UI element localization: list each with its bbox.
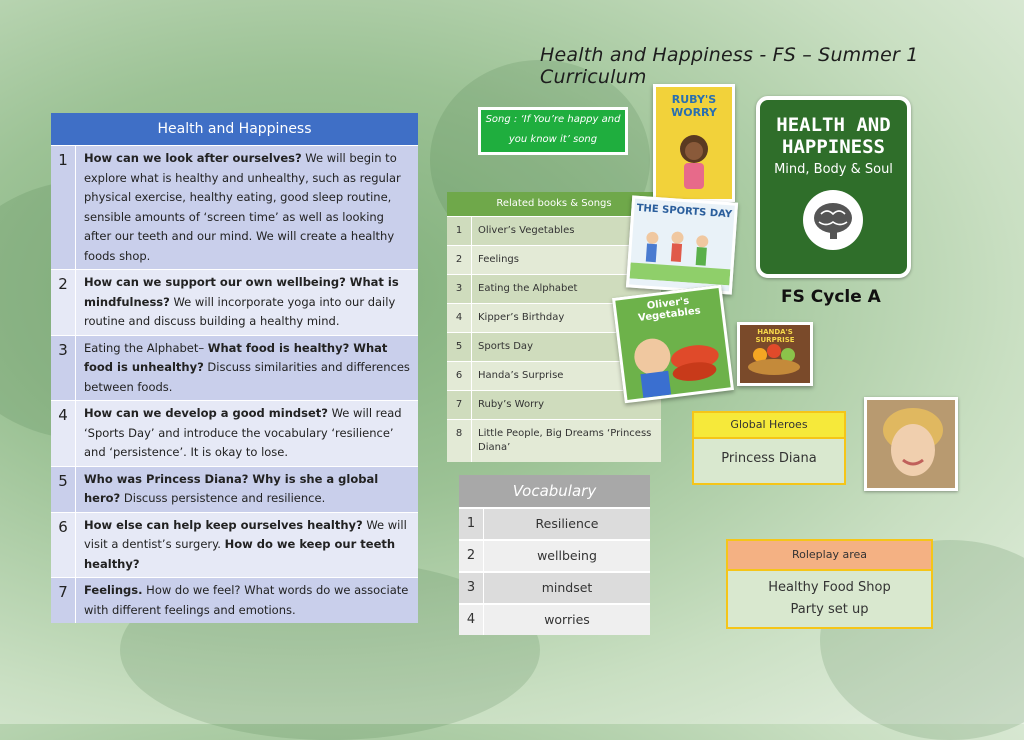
logo-subtitle: Mind, Body & Soul: [774, 162, 893, 177]
book-title: Oliver’s Vegetables: [471, 217, 661, 245]
book-number: 2: [455, 254, 463, 265]
row-number: 6: [58, 517, 68, 536]
brain-icon: [803, 190, 863, 250]
book-number: 5: [455, 341, 463, 352]
book-title: Kipper’s Birthday: [471, 304, 661, 332]
girl-illustration-icon: [656, 127, 732, 197]
fruit-basket-icon: [740, 339, 810, 383]
roleplay-item: Party set up: [790, 602, 869, 617]
row-text: [75, 270, 418, 335]
health-happiness-logo: [756, 96, 911, 278]
vocabulary-number: 4: [466, 612, 476, 627]
book-number: 3: [455, 283, 463, 294]
row-description: Discuss similarities and differences between foods.: [84, 360, 410, 394]
row-description: We will begin to explore what is healthy and unhealthy, such as regular physical exercise, healthy eating, good sleep routine, sensible amounts of ‘screen time’ as well as looking after our teeth and our mind. We will create a healthy foods shop.: [84, 151, 401, 263]
curriculum-row: [51, 512, 418, 578]
related-books-heading: Related books & Songs: [447, 192, 661, 216]
global-hero-name: Princess Diana: [694, 439, 844, 483]
song-box: [478, 107, 628, 155]
cover-title: HANDA'S SURPRISE: [755, 328, 795, 344]
curriculum-row: [51, 466, 418, 512]
curriculum-row: [51, 577, 418, 623]
row-question: How do we keep our teeth healthy?: [84, 537, 396, 571]
roleplay-item: Healthy Food Shop: [768, 580, 891, 595]
row-description: We will incorporate yoga into our daily routine and discuss building a healthy mind.: [84, 294, 396, 328]
book-cover-handas-surprise: [737, 322, 813, 386]
book-title: Sports Day: [471, 333, 661, 361]
book-number: 1: [455, 225, 463, 236]
cover-title: Oliver's Vegetables: [637, 295, 702, 325]
brain-circle: [803, 190, 863, 250]
row-number: 2: [58, 275, 68, 293]
roleplay-heading: Roleplay area: [728, 541, 931, 569]
vocabulary-number: 2: [466, 548, 476, 563]
row-number: 4: [58, 406, 68, 424]
row-question: Who was Princess Diana? Why is she a global hero?: [84, 471, 379, 505]
vocabulary-row: [459, 539, 650, 571]
row-question: What food is healthy? What food is unhealthy?: [84, 340, 388, 374]
row-number: 3: [58, 340, 68, 359]
row-question: How can we look after ourselves?: [84, 151, 302, 165]
vocabulary-word: Resilience: [483, 509, 650, 539]
book-cover-sports-day: [626, 195, 738, 294]
row-number: 7: [58, 583, 68, 601]
vegetables-icon: [618, 308, 731, 400]
book-number: 8: [455, 428, 463, 439]
curriculum-row: [51, 335, 418, 401]
row-prefix: Eating the Alphabet–: [84, 340, 208, 355]
vocabulary-row: [459, 603, 650, 635]
vocabulary-row: [459, 507, 650, 539]
row-number: 5: [58, 471, 68, 490]
portrait-icon: [867, 400, 955, 488]
cycle-label: FS Cycle A: [781, 287, 881, 307]
row-text: [75, 401, 418, 466]
vocabulary-number: 1: [466, 516, 476, 531]
book-title: Handa’s Surprise: [471, 362, 661, 390]
book-title: Little People, Big Dreams ‘Princess Diana’: [471, 420, 661, 462]
logo-title: HEALTH AND HAPPINESS: [776, 114, 891, 158]
row-description: How do we feel? What words do we associate with different feelings and emotions.: [84, 583, 409, 617]
row-description: We will visit a dentist’s surgery.: [84, 517, 407, 551]
row-question: Feelings.: [84, 583, 143, 597]
vocabulary-number: 3: [466, 580, 476, 595]
row-question: How else can help keep ourselves healthy?: [84, 517, 363, 532]
book-title: Ruby’s Worry: [471, 391, 661, 419]
children-running-icon: [630, 219, 734, 286]
global-heroes-box: [692, 411, 846, 485]
roleplay-area-box: [726, 539, 933, 629]
vocabulary-heading: Vocabulary: [459, 475, 650, 507]
row-description: Discuss persistence and resilience.: [120, 491, 326, 505]
row-text: [75, 336, 418, 401]
vocabulary-word: worries: [483, 605, 650, 635]
book-cover-rubys-worry: [653, 84, 735, 202]
book-number: 4: [455, 312, 463, 323]
row-question: How can we support our own wellbeing? What is mindfulness?: [84, 275, 399, 309]
princess-diana-photo: [864, 397, 958, 491]
cover-title: THE SPORTS DAY: [636, 202, 733, 221]
row-text: [75, 146, 418, 269]
song-label: Song : ‘If You’re happy and you know it’ song: [481, 110, 625, 152]
vocabulary-row: [459, 571, 650, 603]
curriculum-row: [51, 269, 418, 335]
row-description: We will read ‘Sports Day’ and introduce the vocabulary ‘resilience’ and ‘persistence’. It is okay to lose.: [84, 406, 402, 459]
book-number: 6: [455, 370, 463, 381]
curriculum-table: [51, 113, 418, 623]
book-row: [447, 419, 661, 462]
book-title: Eating the Alphabet: [471, 275, 661, 303]
curriculum-row: [51, 400, 418, 466]
global-heroes-heading: Global Heroes: [694, 413, 844, 437]
book-number: 7: [455, 399, 463, 410]
cover-title: RUBY'S WORRY: [671, 93, 717, 119]
row-text: [75, 513, 418, 578]
curriculum-row: [51, 145, 418, 269]
row-question: How can we develop a good mindset?: [84, 406, 328, 420]
row-text: [75, 467, 418, 512]
vocabulary-word: wellbeing: [483, 541, 650, 571]
row-number: 1: [58, 151, 68, 169]
vocabulary-word: mindset: [483, 573, 650, 603]
vocabulary-table: [459, 475, 650, 635]
book-cover-olivers-vegetables: [612, 285, 734, 404]
page-title: Health and Happiness - FS – Summer 1 Curriculum: [540, 44, 919, 88]
curriculum-table-heading: Health and Happiness: [51, 113, 418, 145]
row-text: [75, 578, 418, 623]
book-title: Feelings: [471, 246, 661, 274]
roleplay-content: [728, 571, 931, 627]
